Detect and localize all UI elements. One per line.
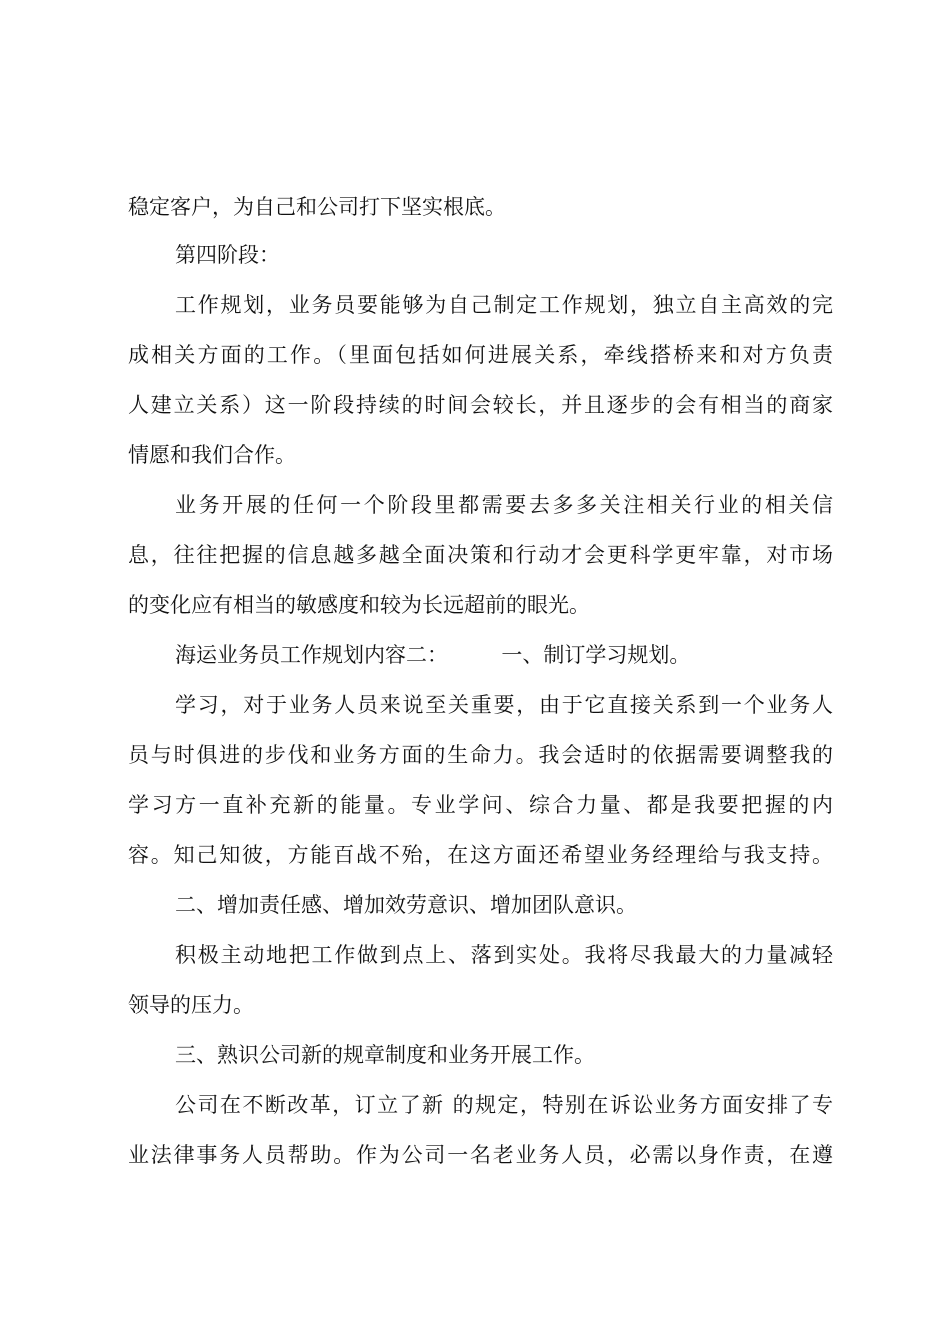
text-line: 公司在不断改革，订立了新 的规定，特别在诉讼业务方面安排了专 bbox=[175, 1093, 833, 1117]
text-line: 员与时俱进的步伐和业务方面的生命力。我会适时的依据需要调整我的 bbox=[128, 743, 833, 767]
section-heading: 二、增加责任感、增加效劳意识、增加团队意识。 bbox=[175, 893, 637, 917]
text-line: 的变化应有相当的敏感度和较为长远超前的眼光。 bbox=[128, 593, 590, 617]
section-heading: 海运业务员工作规划内容二： 一、制订学习规划。 bbox=[175, 643, 691, 667]
text-line: 容。知己知彼，方能百战不殆，在这方面还希望业务经理给与我支持。 bbox=[128, 843, 833, 867]
text-line: 情愿和我们合作。 bbox=[128, 443, 296, 467]
text-line: 学习方一直补充新的能量。专业学问、综合力量、都是我要把握的内 bbox=[128, 793, 833, 817]
text-line: 学习，对于业务人员来说至关重要，由于它直接关系到一个业务人 bbox=[175, 693, 833, 717]
text-line: 积极主动地把工作做到点上、落到实处。我将尽我最大的力量减轻 bbox=[175, 943, 833, 967]
text-line: 息，往往把握的信息越多越全面决策和行动才会更科学更牢靠，对市场 bbox=[128, 543, 833, 567]
text-line: 稳定客户，为自己和公司打下坚实根底。 bbox=[128, 195, 506, 219]
text-line: 业务开展的任何一个阶段里都需要去多多关注相关行业的相关信 bbox=[175, 493, 833, 517]
text-line: 成相关方面的工作。（里面包括如何进展关系，牵线搭桥来和对方负责 bbox=[128, 343, 833, 367]
section-heading: 三、熟识公司新的规章制度和业务开展工作。 bbox=[175, 1043, 595, 1067]
text-line: 领导的压力。 bbox=[128, 993, 254, 1017]
text-line: 业法律事务人员帮助。作为公司一名老业务人员，必需以身作责，在遵 bbox=[128, 1143, 833, 1167]
section-heading: 第四阶段： bbox=[175, 243, 280, 267]
text-line: 人建立关系）这一阶段持续的时间会较长，并且逐步的会有相当的商家 bbox=[128, 393, 833, 417]
text-line: 工作规划，业务员要能够为自己制定工作规划，独立自主高效的完 bbox=[175, 293, 833, 317]
